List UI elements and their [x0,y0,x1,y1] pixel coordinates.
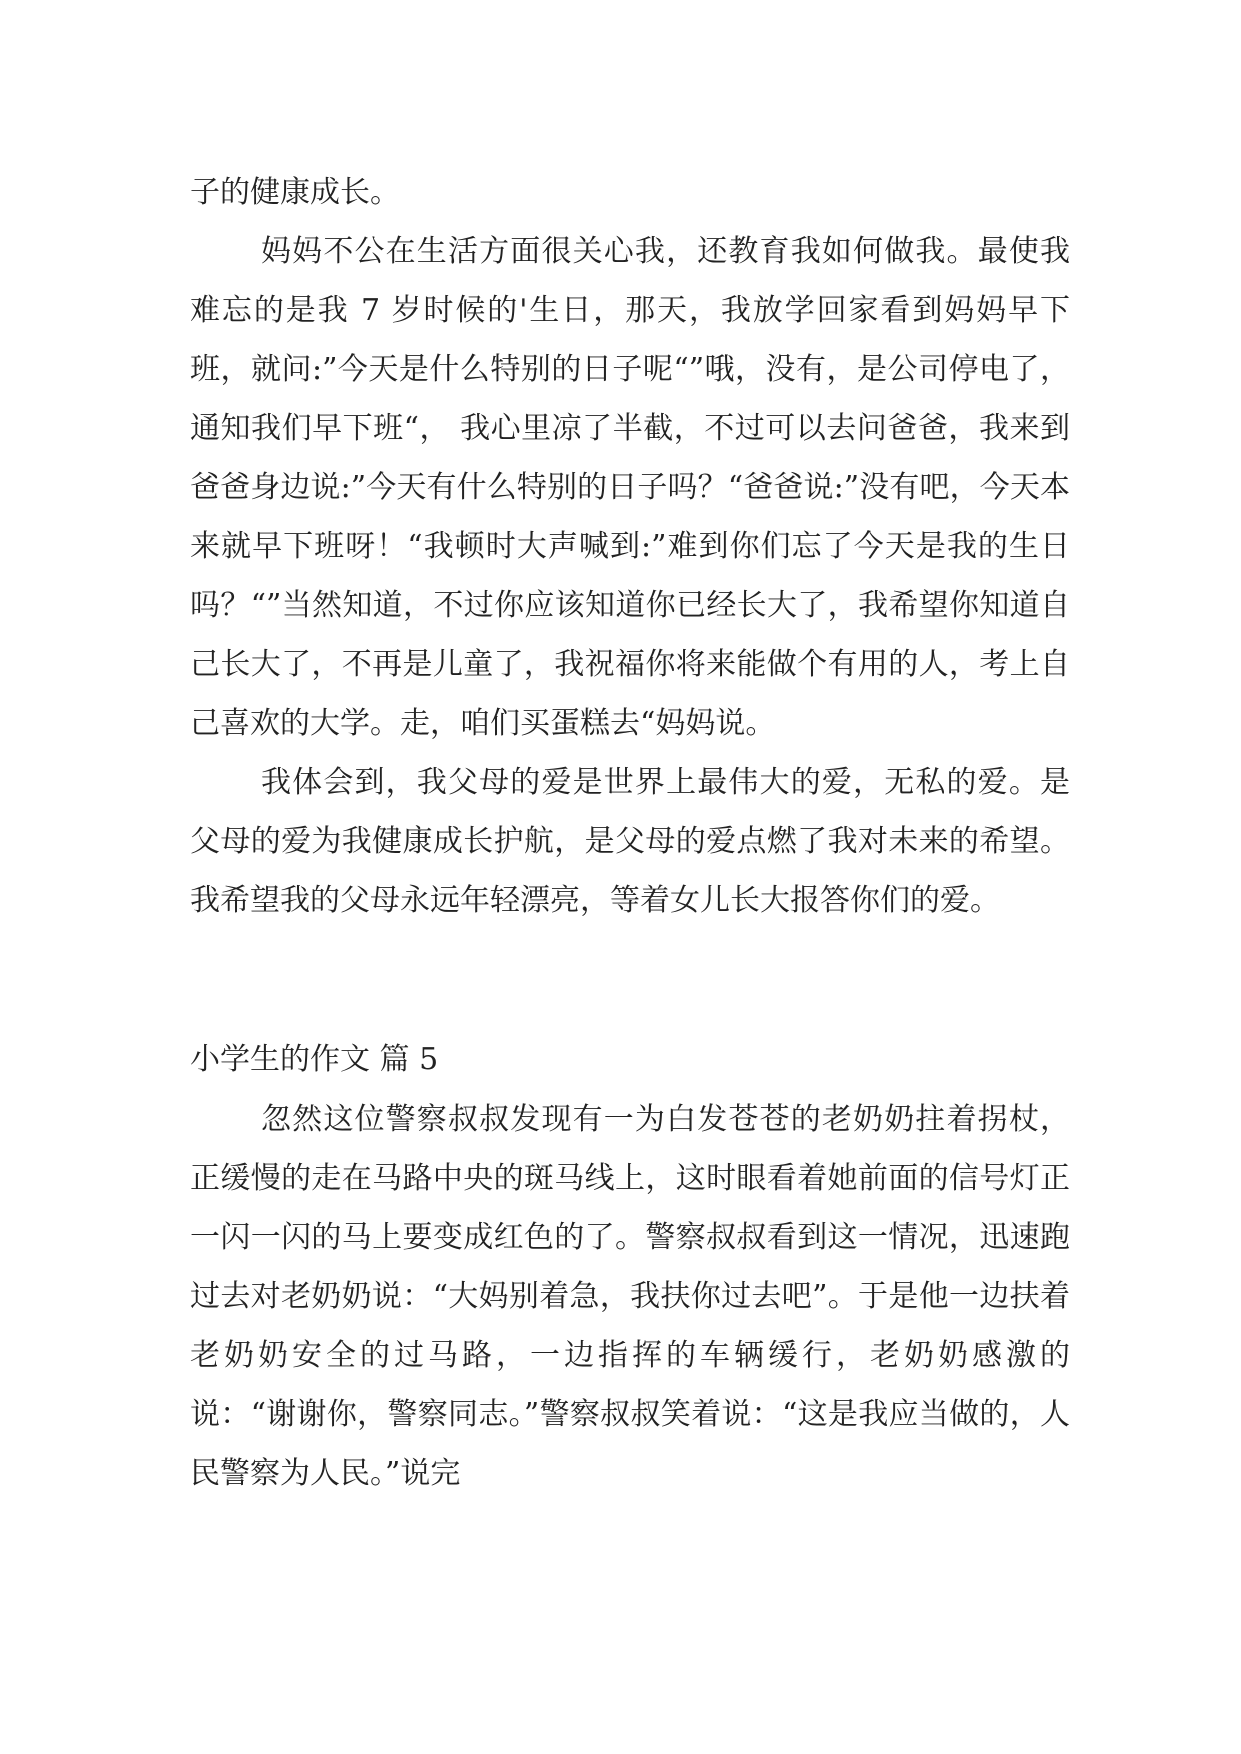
document-page [190,163,1070,1503]
section-title: 小学生的作文 篇 5 [190,1042,439,1077]
paragraph-continuation: 子的健康成长。 [190,175,400,210]
paragraph-birthday: 妈妈不公在生活方面很关心我，还教育我如何做我。最使我难忘的是我 7 岁时候的'生日，那天，我放学回家看到妈妈早下班，就问:”今天是什么特别的日子呢“”哦，没有，是公司停电了，通知我们早下班“， 我心里凉了半截，不过可以去问爸爸，我来到爸爸身边说:”今天有什么特别的日子吗？“爸爸说:”没有吧，今天本来就早下班呀！“我顿时大声喊到:”难到你们忘了今天是我的生日吗？“”当然知道，不过你应该知道你已经长大了，我希望你知道自己长大了，不再是儿童了，我祝福你将来能做个有用的人，考上自己喜欢的大学。走，咱们买蛋糕去“妈妈说。 [190,234,1070,741]
paragraph-parents-love: 我体会到，我父母的爱是世界上最伟大的爱，无私的爱。是父母的爱为我健康成长护航，是父母的爱点燃了我对未来的希望。我希望我的父母永远年轻漂亮，等着女儿长大报答你们的爱。 [190,765,1070,918]
paragraph-police-story: 忽然这位警察叔叔发现有一为白发苍苍的老奶奶拄着拐杖，正缓慢的走在马路中央的斑马线上，这时眼看着她前面的信号灯正一闪一闪的马上要变成红色的了。警察叔叔看到这一情况，迅速跑过去对老奶奶说：“大妈别着急，我扶你过去吧”。于是他一边扶着老奶奶安全的过马路，一边指挥的车辆缓行，老奶奶感激的说：“谢谢你，警察同志。”警察叔叔笑着说：“这是我应当做的，人民警察为人民。”说完 [190,1102,1070,1491]
